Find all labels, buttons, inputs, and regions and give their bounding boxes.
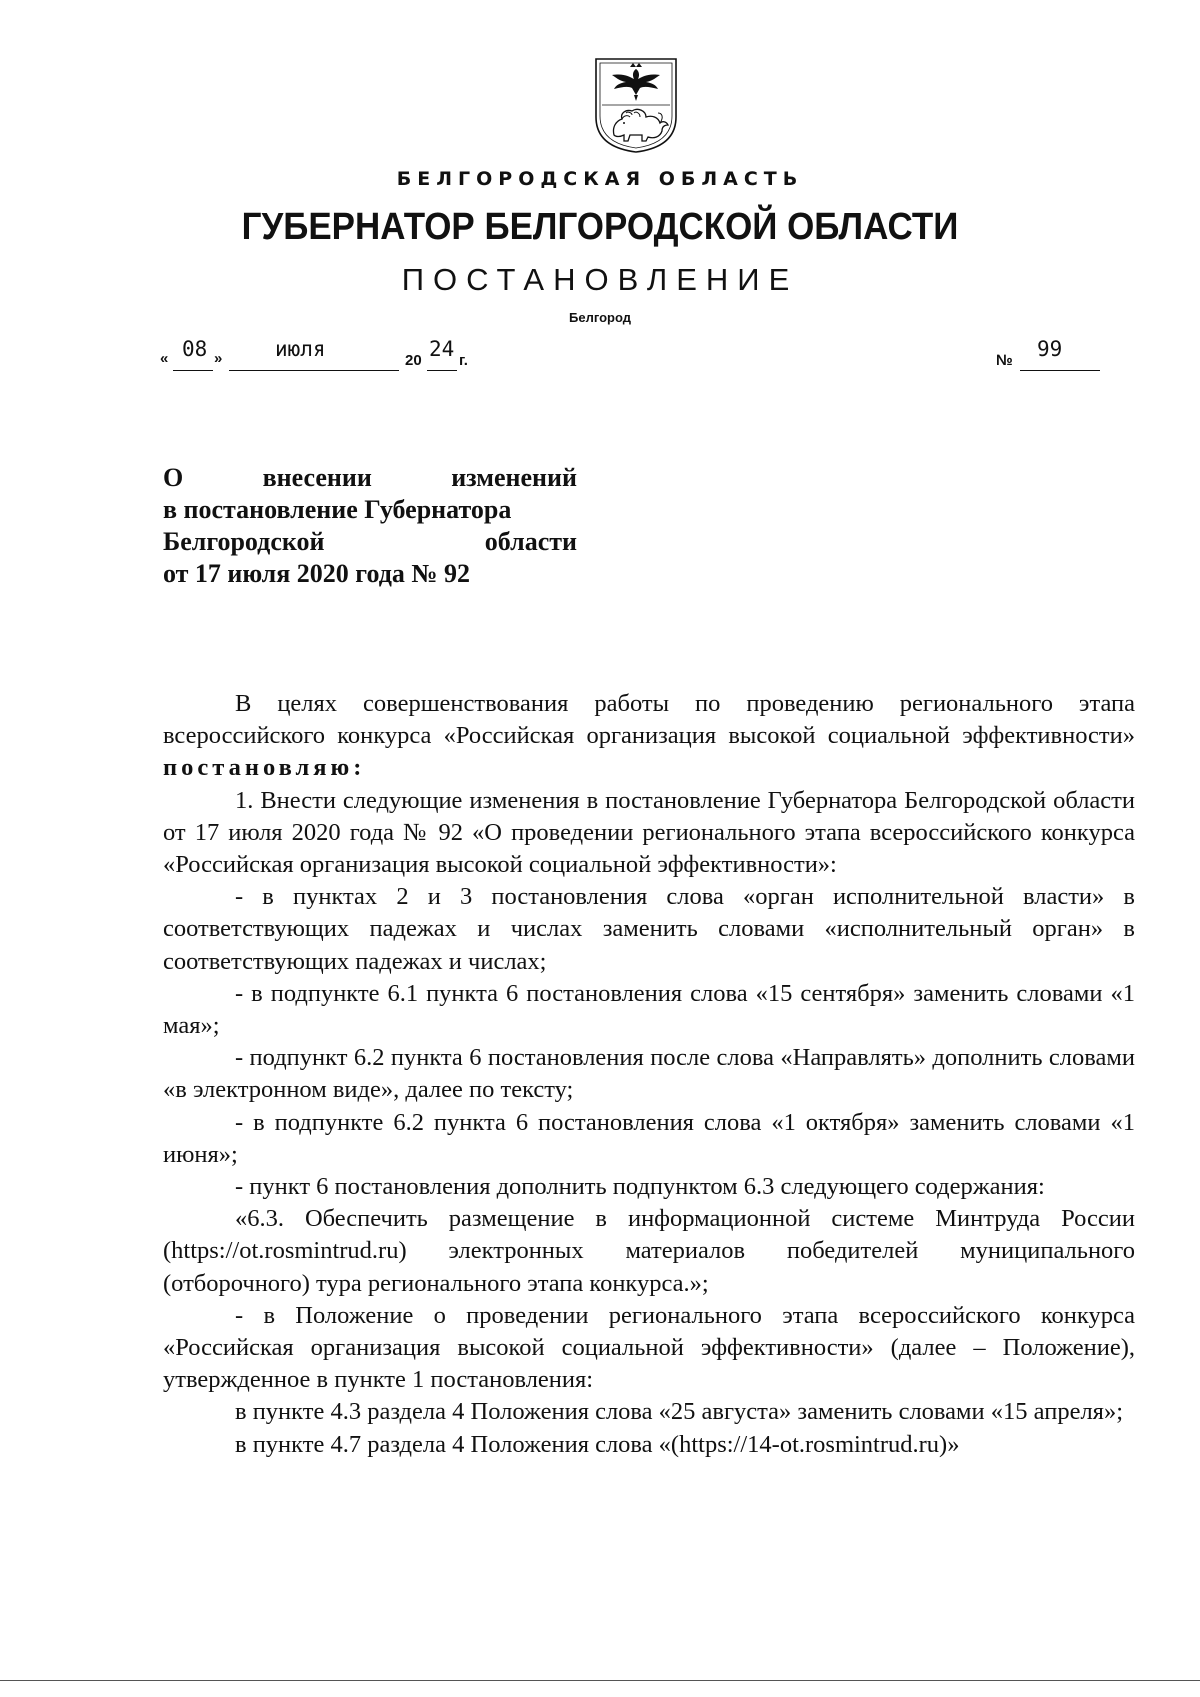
body-paragraph: - в Положение о проведении регионального этапа всероссийского конкурса «Российская организация высокой социальной эффективности» (далее – Положение), утвержденное в пункте 1 постановления: [163,1301,1135,1394]
date-close-quote: » [214,350,223,367]
body-paragraph: «6.3. Обеспечить размещение в информационной системе Минтруда России (https://ot.rosmintrud.ru) электронных материалов победителей муниципального (отборочного) тура регионального этапа конкурса.»; [163,1205,1135,1297]
number-label: № [996,352,1013,369]
preamble-paragraph [163,688,1135,785]
year-prefix: 20 [405,352,422,369]
document-type: ПОСТАНОВЛЕНИЕ [401,262,799,297]
title-word: внесении [262,463,372,492]
body-paragraph: в пункте 4.7 раздела 4 Положения слова «(https://14-ot.rosmintrud.ru)» [235,1430,960,1458]
date-month: июля [275,337,326,361]
body-paragraph: 1. Внести следующие изменения в постановление Губернатора Белгородской области от 17 июля 2020 года № 92 «О проведении регионального этапа всероссийского конкурса «Российская организация высокой социальной эффективности»: [163,786,1135,879]
preamble-text: В целях совершенствования работы по проведению регионального этапа всероссийского конкурса «Российская организация высокой социальной эффективности» [163,690,1135,750]
resolve-word: постановляю: [163,754,366,782]
body-paragraph: в пункте 4.3 раздела 4 Положения слова «25 августа» заменить словами «15 апреля»; [235,1398,1124,1426]
title-word: О [163,463,184,492]
title-word: области [484,527,577,556]
body-paragraph: - в подпункте 6.2 пункта 6 постановления слова «1 октября» заменить словами «1 июня»; [163,1108,1135,1168]
title-word: изменений [451,463,577,492]
title-line: в постановление Губернатора [163,495,512,524]
body-paragraph: - подпункт 6.2 пункта 6 постановления после слова «Направлять» дополнить словами «в электронном виде», далее по тексту; [163,1044,1135,1104]
body-paragraph: - пункт 6 постановления дополнить подпунктом 6.3 следующего содержания: [235,1173,1045,1201]
document-number: 99 [1037,337,1063,361]
body-paragraph: - в подпункте 6.1 пункта 6 постановления слова «15 сентября» заменить словами «1 мая»; [163,979,1135,1040]
date-open-quote: « [160,350,169,367]
region-heading: БЕЛГОРОДСКАЯ ОБЛАСТЬ [396,168,804,190]
body-paragraph: - в пунктах 2 и 3 постановления слова «орган исполнительной власти» в соответствующих падежах и числах заменить словами «исполнительный орган» в соответствующих падежах и числах; [163,883,1135,975]
document-title [163,462,577,590]
scan-edge-line [0,1680,1200,1681]
title-word: Белгородской [163,527,325,556]
governor-heading: ГУБЕРНАТОР БЕЛГОРОДСКОЙ ОБЛАСТИ [241,206,959,248]
title-line: от 17 июля 2020 года № 92 [163,559,470,588]
city-label: Белгород [569,310,631,325]
date-day: 08 [182,337,208,361]
date-year: 24 [429,337,455,361]
document-body [163,688,1135,1461]
year-mark: г. [459,352,468,369]
coat-of-arms-icon [590,55,682,155]
